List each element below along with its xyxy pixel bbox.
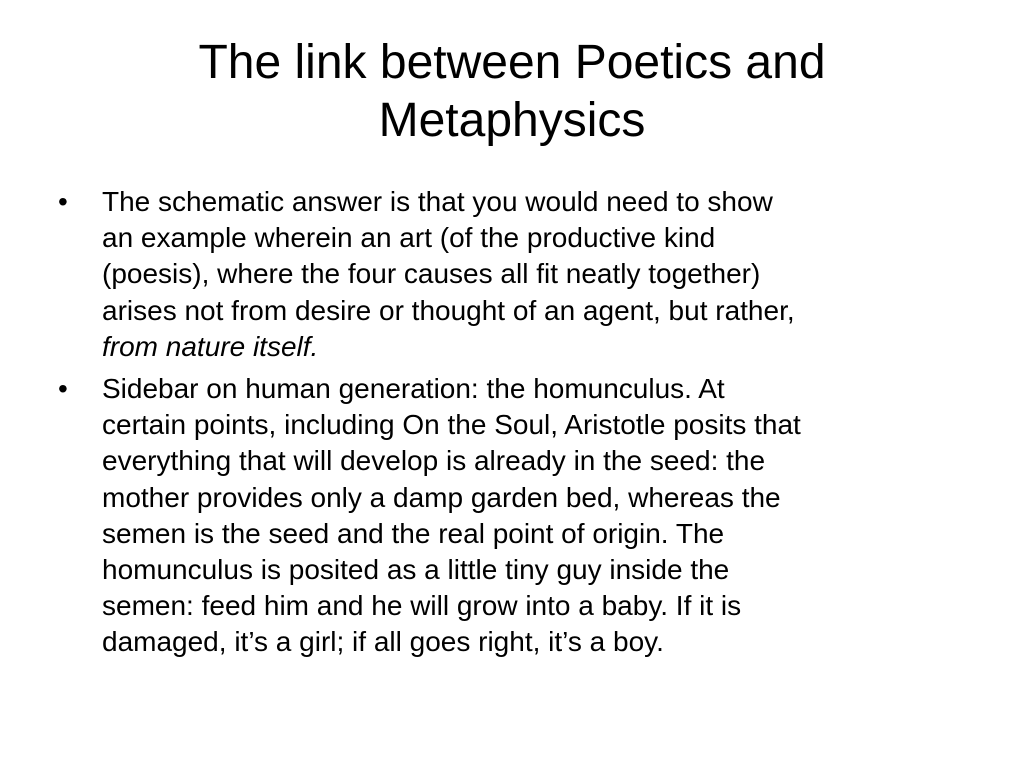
bullet-2-line-7: semen: feed him and he will grow into a baby. If it is [102, 590, 742, 622]
bullet-2-line-4: mother provides only a damp garden bed, whereas the [102, 481, 781, 513]
title-line-2: Metaphysics [378, 94, 646, 147]
bullet-2-line-8: damaged, it’s a girl; if all goes right, it’s a boy. [102, 626, 664, 658]
slide-title [40, 34, 984, 150]
bullet-item-2 [58, 371, 968, 661]
bullet-item-1 [58, 184, 968, 365]
title-line-1: The link between Poetics and [198, 36, 826, 89]
bullet-marker: • [58, 186, 68, 217]
bullet-2-line-2: certain points, including On the Soul, Aristotle posits that [102, 409, 801, 441]
bullet-2-line-5: semen is the seed and the real point of origin. The [102, 517, 725, 549]
bullet-2-line-3: everything that will develop is already in the seed: the [102, 445, 766, 477]
bullet-1-line-3: (poesis), where the four causes all fit neatly together) [102, 258, 761, 290]
bullet-2-line-1: Sidebar on human generation: the homunculus. At [102, 373, 725, 405]
bullet-1-line-1: The schematic answer is that you would need to show [102, 186, 773, 217]
bullet-1-line-4: arises not from desire or thought of an agent, but rather, [102, 294, 795, 326]
bullet-marker: • [58, 373, 68, 405]
bullet-1-line-5: from nature itself. [102, 330, 319, 362]
bullet-list [58, 184, 968, 667]
bullet-1-line-2: an example wherein an art (of the productive kind [102, 222, 716, 254]
bullet-2-line-6: homunculus is posited as a little tiny guy inside the [102, 554, 730, 586]
